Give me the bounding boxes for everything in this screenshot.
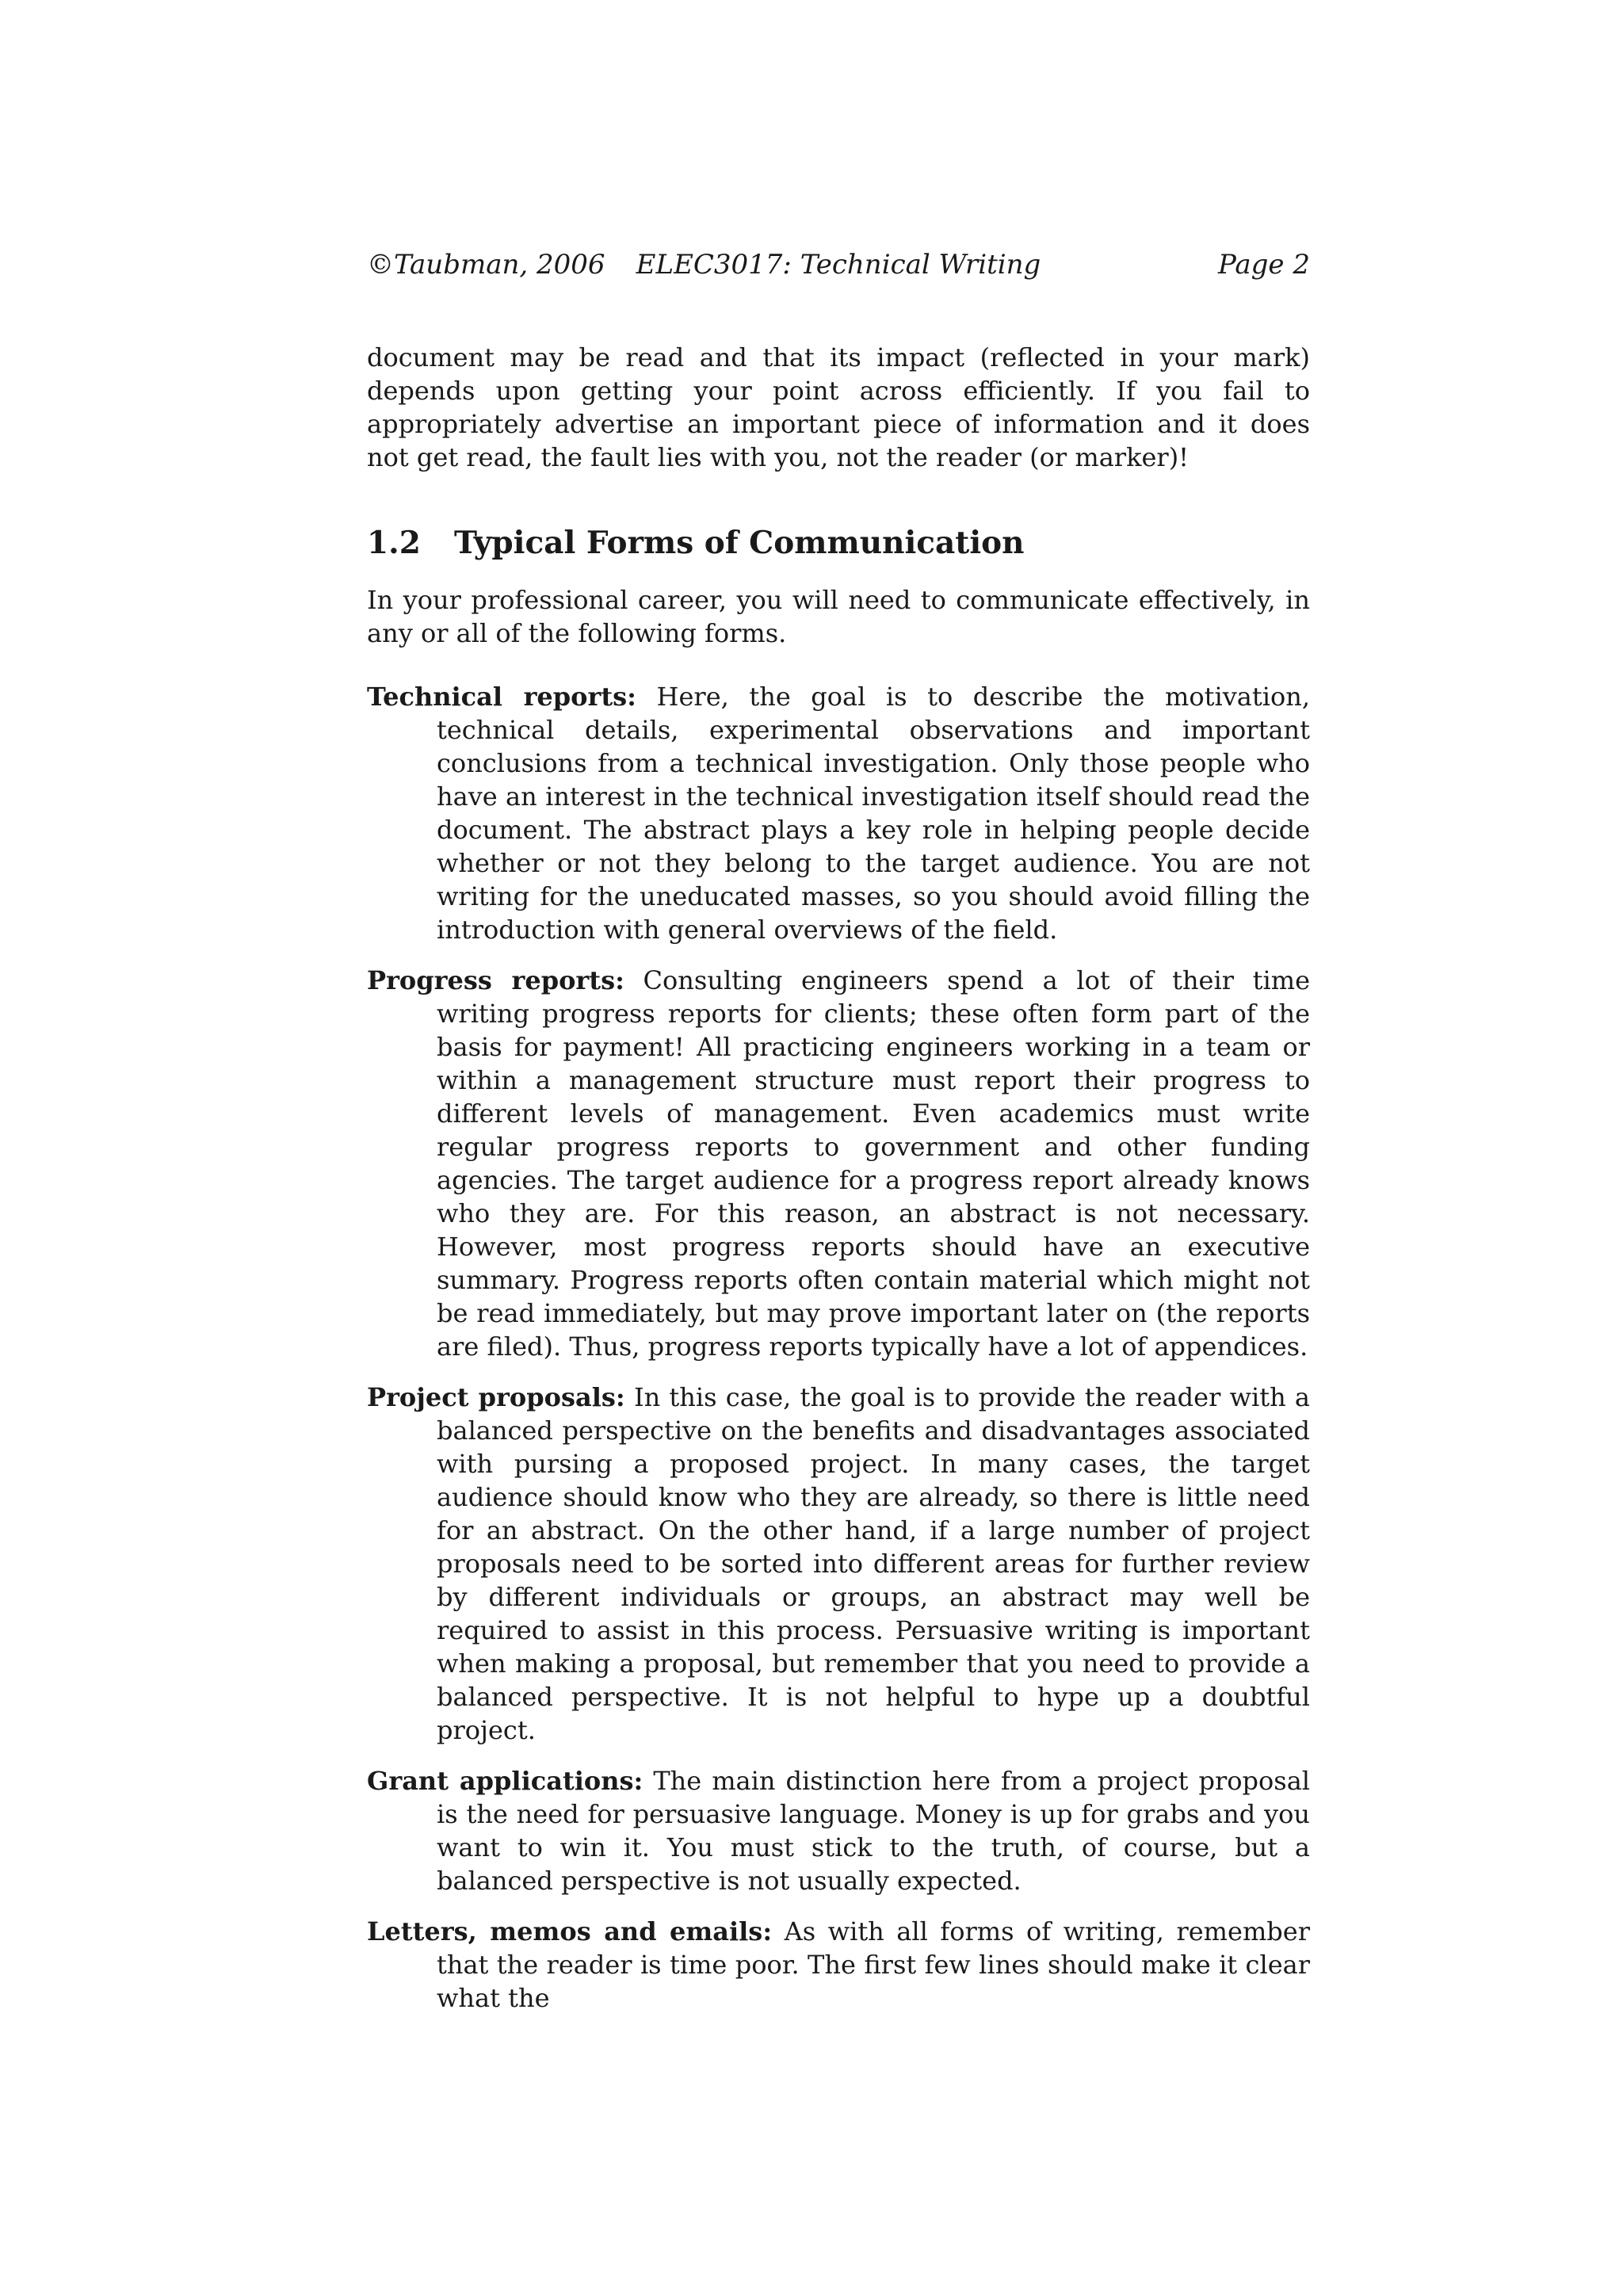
section-heading bbox=[367, 523, 1310, 563]
item-text: Here, the goal is to describe the motivation, technical details, experimental observations and important conclusions from a technical investigation. Only those people who have an interest in the technical investigation itself should read the document. The abstract plays a key role in helping people decide whether or not they belong to the target audience. You are not writing for the uneducated masses, so you should avoid filling the introduction with general overviews of the field. bbox=[437, 682, 1311, 945]
item-term: Project proposals: bbox=[367, 1382, 625, 1412]
section-number: 1.2 bbox=[367, 525, 421, 561]
forms-of-communication-list bbox=[367, 680, 1310, 2015]
copyright-symbol: © bbox=[367, 249, 394, 281]
list-item-letters-memos-emails bbox=[367, 1915, 1310, 2015]
header-page-number: Page 2 bbox=[1218, 249, 1310, 281]
item-text: As with all forms of writing, remember that the reader is time poor. The first few lines should make it clear what the bbox=[437, 1916, 1311, 2013]
item-text: Consulting engineers spend a lot of their time writing progress reports for clients; these often form part of the basis for payment! All practicing engineers working in a team or within a management structure must report their progress to different levels of management. Even academics must write regular progress reports to government and other funding agencies. The target audience for a progress report already knows who they are. For this reason, an abstract is not necessary. However, most progress reports should have an executive summary. Progress reports often contain material which might not be read immediately, but may prove important later on (the reports are filed). Thus, progress reports typically have a lot of appendices. bbox=[437, 965, 1311, 1362]
list-item-grant-applications bbox=[367, 1764, 1310, 1897]
list-item-technical-reports bbox=[367, 680, 1310, 946]
running-header bbox=[367, 246, 1310, 284]
item-text: In this case, the goal is to provide the reader with a balanced perspective on the benefits and disadvantages associated with pursing a proposed project. In many cases, the target audience should know who they are already, so there is little need for an abstract. On the other hand, if a large number of project proposals need to be sorted into different areas for further review by different individuals or groups, an abstract may well be required to assist in this process. Persuasive writing is important when making a proposal, but remember that you need to provide a balanced perspective. It is not helpful to hype up a doubtful project. bbox=[437, 1382, 1311, 1745]
header-course-title: ELEC3017: Technical Writing bbox=[636, 249, 1041, 281]
item-term: Progress reports: bbox=[367, 965, 624, 995]
item-term: Letters, memos and emails: bbox=[367, 1916, 773, 1946]
list-item-project-proposals bbox=[367, 1381, 1310, 1747]
item-text: The main distinction here from a project proposal is the need for persuasive language. Money is up for grabs and you want to win it. You must stick to the truth, of course, but a balanced perspective is not usually expected. bbox=[437, 1766, 1311, 1896]
intro-paragraph: document may be read and that its impact (reflected in your mark) depends upon getting your point across efficiently. If you fail to appropriately advertise an important piece of information and it does not get read, the fault lies with you, not the reader (or marker)! bbox=[367, 342, 1310, 472]
section-title: Typical Forms of Communication bbox=[454, 525, 1025, 561]
header-author-year: Taubman, 2006 bbox=[394, 249, 605, 281]
document-page bbox=[367, 246, 1310, 2032]
list-item-progress-reports bbox=[367, 964, 1310, 1363]
item-term: Grant applications: bbox=[367, 1766, 643, 1796]
item-term: Technical reports: bbox=[367, 682, 636, 712]
section-lead-paragraph: In your professional career, you will need to communicate effectively, in any or all of the following forms. bbox=[367, 585, 1310, 648]
